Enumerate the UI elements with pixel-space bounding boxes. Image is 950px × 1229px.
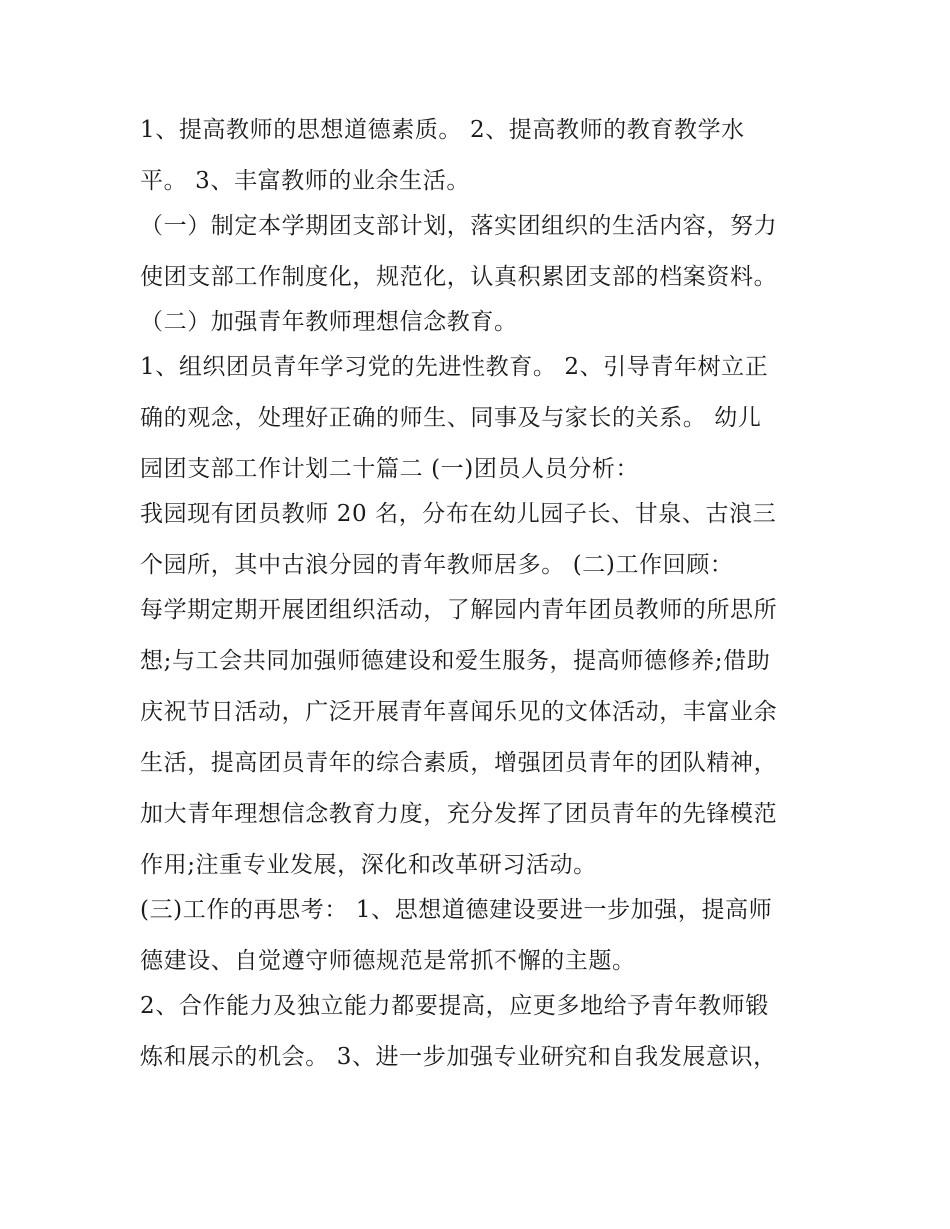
text-line: 2、合作能力及独立能力都要提高，应更多地给予青年教师锻 bbox=[140, 993, 769, 1019]
text-line: 每学期定期开展团组织活动，了解园内青年团员教师的所思所 bbox=[140, 597, 778, 623]
text-line: 庆祝节日活动，广泛开展青年喜闻乐见的文体活动，丰富业余 bbox=[140, 699, 778, 725]
text-line: (三)工作的再思考： 1、思想道德建设要进一步加强，提高师 bbox=[140, 897, 773, 923]
text-line: 1、提高教师的思想道德素质。 2、提高教师的教育教学水 bbox=[140, 117, 745, 143]
text-line: 园团支部工作计划二十篇二 (一)团员人员分析： bbox=[140, 456, 640, 482]
text-line: 平。 3、丰富教师的业余生活。 bbox=[140, 168, 470, 194]
text-line: 我园现有团员教师 20 名，分布在幼儿园子长、甘泉、古浪三 bbox=[140, 501, 777, 527]
text-line: 生活，提高团员青年的综合素质，增强团员青年的团队精神， bbox=[140, 750, 778, 776]
text-line: 炼和展示的机会。 3、进一步加强专业研究和自我发展意识， bbox=[140, 1044, 777, 1070]
text-line: 想;与工会共同加强师德建设和爱生服务，提高师德修养;借助 bbox=[140, 648, 771, 674]
text-line: （一）制定本学期团支部计划，落实团组织的生活内容，努力 bbox=[140, 213, 778, 239]
text-line: 德建设、自觉遵守师德规范是常抓不懈的主题。 bbox=[140, 948, 636, 974]
text-line: 作用;注重专业发展，深化和改革研习活动。 bbox=[140, 852, 597, 878]
text-line: 确的观念，处理好正确的师生、同事及与家长的关系。 幼儿 bbox=[140, 405, 762, 431]
text-line: 使团支部工作制度化，规范化，认真积累团支部的档案资料。 bbox=[140, 264, 778, 290]
text-line: 1、组织团员青年学习党的先进性教育。 2、引导青年树立正 bbox=[140, 354, 769, 380]
text-line: 加大青年理想信念教育力度，充分发挥了团员青年的先锋模范 bbox=[140, 801, 778, 827]
document-body bbox=[140, 110, 820, 1088]
text-line: （二）加强青年教师理想信念教育。 bbox=[140, 309, 518, 335]
text-line: 个园所，其中古浪分园的青年教师居多。 (二)工作回顾： bbox=[140, 552, 734, 578]
